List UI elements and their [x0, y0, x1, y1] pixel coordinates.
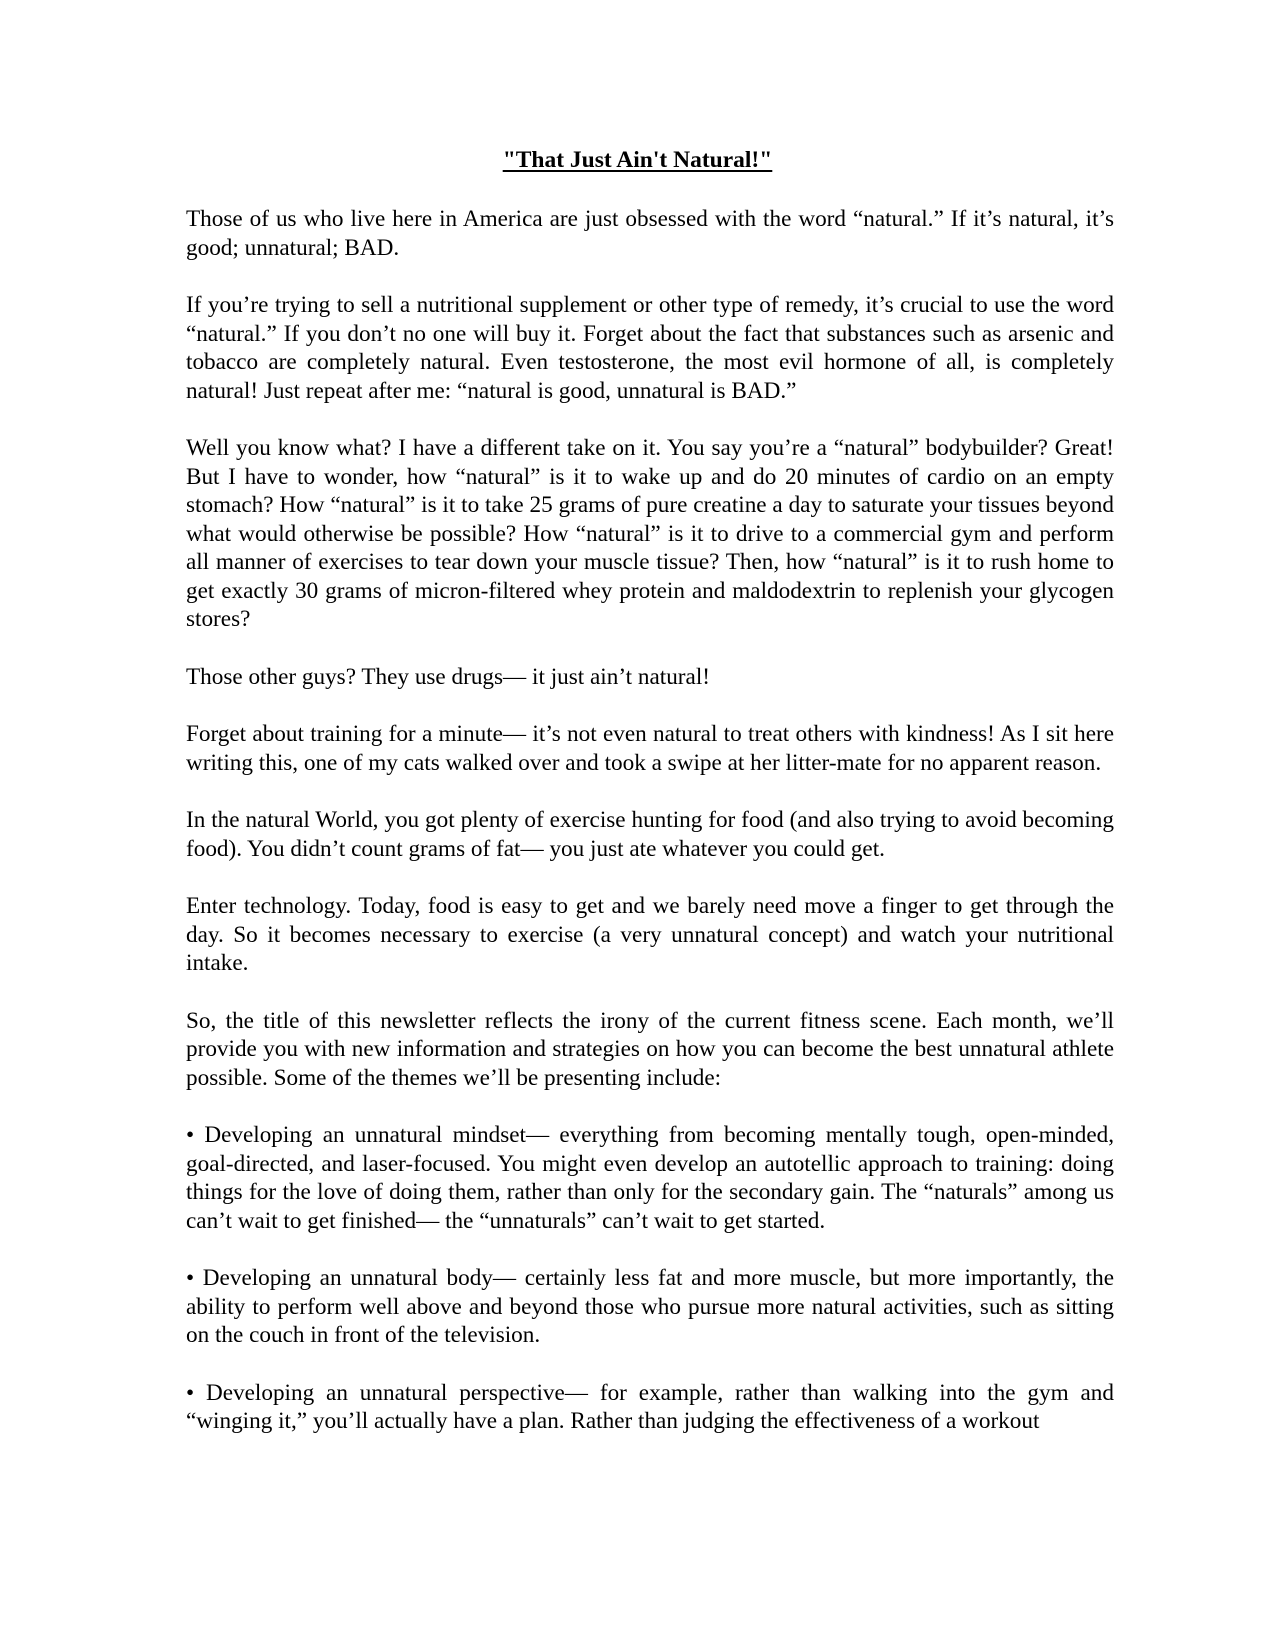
bullet-unnatural-body: • Developing an unnatural body— certainly less fat and more muscle, but more importantly, the ability to perform well above and beyond those who pursue more natural activities, such as sitting on the couch in front of the television. — [186, 1265, 1114, 1348]
paragraph-newsletter-themes: So, the title of this newsletter reflects the irony of the current fitness scene. Each month, we’ll provide you with new information and strategies on how you can become the best unnatural athlete possible. Some of the themes we’ll be presenting include: — [186, 1007, 1114, 1091]
bullet-unnatural-perspective: • Developing an unnatural perspective— for example, rather than walking into the gym and “winging it,” you’ll actually have a plan. Rather than judging the effectiveness of a workout — [186, 1379, 1114, 1434]
paragraph-natural-bodybuilder: Well you know what? I have a different take on it. You say you’re a “natural” bodybuilder? Great! But I have to wonder, how “natural” is it to wake up and do 20 minutes of cardio on an empty stomach? How “natural” is it to take 25 grams of pure creatine a day to saturate your tissues beyond what would otherwise be possible? How “natural” is it to drive to a commercial gym and perform all manner of exercises to tear down your muscle tissue? Then, how “natural” is it to rush home to get exactly 30 grams of micron-filtered whey protein and maldodextrin to replenish your glycogen stores? — [186, 435, 1114, 632]
paragraph-other-guys: Those other guys? They use drugs— it just ain’t natural! — [186, 663, 710, 690]
paragraph-natural-world: In the natural World, you got plenty of exercise hunting for food (and also trying to avoid becoming food). You didn’t count grams of fat— you just ate whatever you could get. — [186, 807, 1114, 862]
document-body — [186, 205, 1114, 1465]
document-title-text: "That Just Ain't Natural!" — [502, 147, 773, 173]
paragraph-technology: Enter technology. Today, food is easy to get and we barely need move a finger to get through the day. So it becomes necessary to exercise (a very unnatural concept) and watch your nutritional intake. — [186, 893, 1114, 976]
paragraph-intro: Those of us who live here in America are just obsessed with the word “natural.” If it’s natural, it’s good; unnatural; BAD. — [186, 206, 1114, 261]
document-title — [0, 146, 1275, 174]
paragraph-kindness: Forget about training for a minute— it’s not even natural to treat others with kindness! As I sit here writing this, one of my cats walked over and took a swipe at her litter-mate for no apparent reason. — [186, 721, 1114, 776]
bullet-unnatural-mindset: • Developing an unnatural mindset— everything from becoming mentally tough, open-minded, goal-directed, and laser-focused. You might even develop an autotellic approach to training: doing things for the love of doing them, rather than only for the secondary gain. The “naturals” among us can’t wait to get finished— the “unnaturals” can’t wait to get started. — [186, 1122, 1114, 1234]
paragraph-supplement: If you’re trying to sell a nutritional supplement or other type of remedy, it’s crucial to use the word “natural.” If you don’t no one will buy it. Forget about the fact that substances such as arsenic and tobacco are completely natural. Even testosterone, the most evil hormone of all, is completely natural! Just repeat after me: “natural is good, unnatural is BAD.” — [186, 292, 1114, 404]
